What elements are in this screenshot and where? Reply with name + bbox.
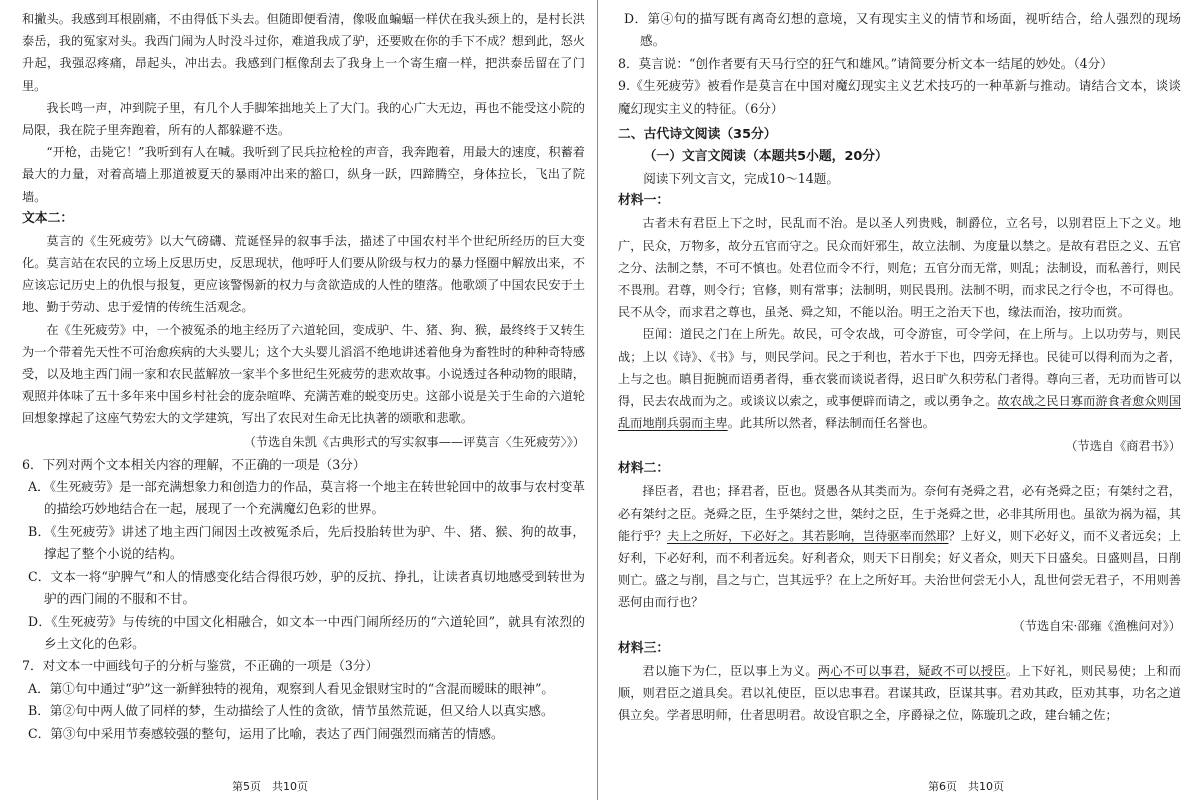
- question-6-option-b: B．《生死疲劳》讲述了地主西门闹因土改被冤杀后，先后投胎转世为驴、牛、猪、猴、狗的故事，撑起了整个小说的结构。: [28, 523, 585, 562]
- text1-paragraph-3: “开枪，击毙它！”我听到有人在喊。我听到了民兵拉枪栓的声音，我奔跑着，用最大的速度，积蓄着最大的力量，对着高墙上那道被夏天的暴雨冲出来的豁口，纵身一跃，四蹄腾空，身体拉长，飞出了院墙。: [22, 145, 585, 204]
- material-2: [618, 480, 1181, 613]
- material-1-paragraph-1: 古者未有君臣上下之时，民乱而不治。是以圣人列贵贱，制爵位，立名号，以别君臣上下之义。地广，民众，万物多，故分五官而守之。民众而奸邪生，故立法制、为度量以禁之。是故有君臣之义、五官之分、法制之禁，不可不慎也。处君位而令不行，则危；五官分而无常，则乱；法制设，而私善行，则民不畏刑。君尊，则令行；官修，则有常事；法制明，则民畏刑。法制不明，而求民之行令也，不可得也。民不从令，而求君之尊也，虽尧、舜之知，不能以治。明王之治天下也，缘法而治，按功而赏。: [618, 216, 1181, 320]
- material-1: [618, 212, 1181, 434]
- material-3-text-end: 。上下好礼，则民易使；上和而顺，则君臣之道具矣。君以礼使臣，臣以忠事君。君谋其政，臣谋其事。君劝其政，臣劝其事，功名之道俱立矣。学者思明师，仕者思明君。故设官职之全，序爵禄之位，陈璇玑之政，建台辅之佐；: [618, 663, 1182, 723]
- text1-excerpt: [22, 8, 585, 208]
- text2-excerpt: [22, 230, 585, 430]
- text2-source: （节选自朱凯《古典形式的写实叙事——评莫言〈生死疲劳〉》）: [243, 434, 585, 449]
- material-3-paragraph: [618, 660, 1181, 727]
- material-3-text: 君以施下为仁，臣以事上为义。: [642, 663, 818, 678]
- question-7-stem: 7．对文本一中画线句子的分析与鉴赏，不正确的一项是（3分）: [22, 658, 379, 674]
- question-6-option-a: A．《生死疲劳》是一部充满想象力和创造力的作品，莫言将一个地主在转世轮回中的故事与农村变革的描绘巧妙地结合在一起，展现了一个充满魔幻色彩的世界。: [28, 479, 585, 517]
- page-6: [598, 0, 1195, 800]
- text1-paragraph-2: 我长鸣一声，冲到院子里，有几个人手脚笨拙地关上了大门。我的心广大无边，再也不能受这小院的局限，我在院子里奔跑着，所有的人都躲避不迭。: [22, 100, 585, 138]
- material-1-source: （节选自《商君书》）: [1065, 439, 1181, 454]
- material-3-label: 材料三：: [618, 640, 670, 656]
- material-1-label: 材料一：: [618, 193, 670, 209]
- question-6-option-d: D．《生死疲劳》与传统的中国文化相融合，如文本一中西门闹所经历的“六道轮回”，就具有浓烈的乡土文化的色彩。: [28, 613, 585, 651]
- question-6-stem: 6．下列对两个文本相关内容的理解，不正确的一项是（3分）: [22, 456, 366, 472]
- material-2-label: 材料二：: [618, 461, 670, 477]
- question-6-option-c: C．文本一将“驴脾气”和人的情感变化结合得很巧妙，驴的反抗、挣扎，让读者真切地感受到转世为驴的西门闹的不服和不甘。: [28, 568, 585, 607]
- question-7-option-c: C．第③句中采用节奏感较强的整句，运用了比喻，表达了西门闹强烈而痛苦的情感。: [28, 725, 504, 741]
- material-1-underlined-sentence: 故农战之民日寡而游食者愈众则国乱而地削兵弱而主卑: [618, 394, 1182, 431]
- material-2-underlined-sentence: 夫上之所好，下必好之。其若影响，岂待驱率而然耶: [666, 528, 949, 543]
- material-1-paragraph-2: [618, 323, 1181, 434]
- text2-paragraph-1: 莫言的《生死疲劳》以大气磅礴、荒诞怪异的叙事手法，描述了中国农村半个世纪所经历的巨大变化。莫言站在农民的立场上反思历史，反思现状，他呼吁人们要从阶级与权力的暴力怪圈中解放出来，不应该忘记历史上的仇恨与报复，更应该警惕新的权力与贪欲造成的人性的堕落。他歌颂了中国农民安于土地、勤于劳动、忠于爱情的传统生活观念。: [22, 233, 585, 315]
- material-2-text-end: ？上好义，则下必好义，而不义者远矣；上好利，下必好利，而不利者远矣。好利者众，则天下日削矣；好义者众，则天下日盛矣。日盛则昌，日削则亡。盛之与削，昌之与亡，岂其远乎？在上之所好耳。夫治世何尝无小人，乱世何尝无君子，不用则善恶何由而行也？: [618, 528, 1182, 610]
- page-5-footer: 第5页 共10页: [232, 780, 308, 793]
- question-7-option-d: D．第④句的描写既有离奇幻想的意境，又有现实主义的情节和场面，视听结合，给人强烈的现场感。: [624, 11, 1181, 49]
- question-7-option-a: A．第①句中通过“驴”这一新鲜独特的视角，观察到人看见金银财宝时的“含混而暧昧的眼神”。: [28, 680, 555, 696]
- text2-paragraph-2: 在《生死疲劳》中，一个被冤杀的地主经历了六道轮回，变成驴、牛、猪、狗、猴，最终终于又转生为一个带着先天性不可治愈疾病的大头婴儿；这个大头婴儿滔滔不绝地讲述着他身为畜牲时的种种奇特感受，以及地主西门闹一家和农民蓝解放一家半个多世纪生死疲劳的悲欢故事。小说透过各种动物的眼睛，观照并体味了五十多年来中国乡村社会的庞杂喧哗、充满苦难的蜕变历史。这部小说是关于生命的六道轮回想象撑起了这座气势宏大的文学建筑，写出了农民对生命无比执著的颂歌和悲歌。: [22, 322, 585, 426]
- text2-label: 文本二：: [22, 210, 74, 226]
- text1-paragraph-1: 和撇头。我感到耳根剧痛，不由得低下头去。但随即便看清，像吸血蝙蝠一样伏在我头颈上的，是村长洪泰岳，我的冤家对头。我西门闹为人时没斗过你，难道我成了驴，还要败在你的手下不成？想到此，怒火升起，我强忍疼痛，昂起头，冲出去。我感到门框像刮去了我身上一个寄生瘤一样，把洪泰岳留在了门里。: [22, 12, 585, 93]
- material-2-paragraph: [618, 480, 1181, 613]
- question-7: [22, 655, 585, 745]
- question-8: 8．莫言说：“创作者要有天马行空的狂气和雄风。”请简要分析文本一结尾的妙处。（4分）: [618, 55, 1113, 71]
- subsection-title: （一）文言文阅读（本题共5小题，20分）: [643, 149, 888, 165]
- material-3: [618, 660, 1181, 727]
- material-1-text-end: 。此其所以然者，释法制而任名誉也。: [727, 416, 935, 431]
- question-9: 9.《生死疲劳》被看作是莫言在中国对魔幻现实主义艺术技巧的一种革新与推动。请结合文本，谈谈魔幻现实主义的特征。（6分）: [618, 78, 1181, 116]
- page-5: [0, 0, 597, 800]
- question-7-option-b: B．第②句中两人做了同样的梦，生动描绘了人性的贪欲，情节虽然荒诞，但又给人以真实感。: [28, 703, 554, 719]
- page-6-footer: 第6页 共10页: [928, 780, 1004, 793]
- question-6: [22, 454, 585, 656]
- material-3-underlined-sentence: 两心不可以事君，疑政不可以授臣: [817, 663, 1006, 678]
- reading-instruction: 阅读下列文言文，完成10～14题。: [643, 171, 839, 187]
- material-2-source: （节选自宋·邵雍《渔樵问对》）: [1012, 618, 1181, 633]
- question-7-continued: [618, 8, 1181, 120]
- material-2-text: 择臣者，君也；择君者，臣也。贤愚各从其类而为。奈何有尧舜之君，必有尧舜之臣；有桀纣之君，必有桀纣之臣。尧舜之臣，生乎桀纣之世，桀纣之臣，生于尧舜之世，必非其所用也。虽欲为祸为福，其能行乎？: [618, 484, 1181, 543]
- material-1-text: 臣闻：道民之门在上所先。故民，可令农战，可令游宦，可令学问，在上所与。上以功劳与，则民战；上以《诗》、《书》与，则民学问。民之于利也，若水于下也，四旁无择也。民徒可以得利而为之者，上与之也。瞋目扼腕而语勇者得，垂衣裳而谈说者得，迟日旷久积劳私门者得。尊向三者，无功而皆可以得，民去农战而为之。或谈议以索之，或事便辟而请之，或以勇争之。: [618, 327, 1181, 409]
- section-title: 二、古代诗文阅读（35分）: [618, 127, 777, 143]
